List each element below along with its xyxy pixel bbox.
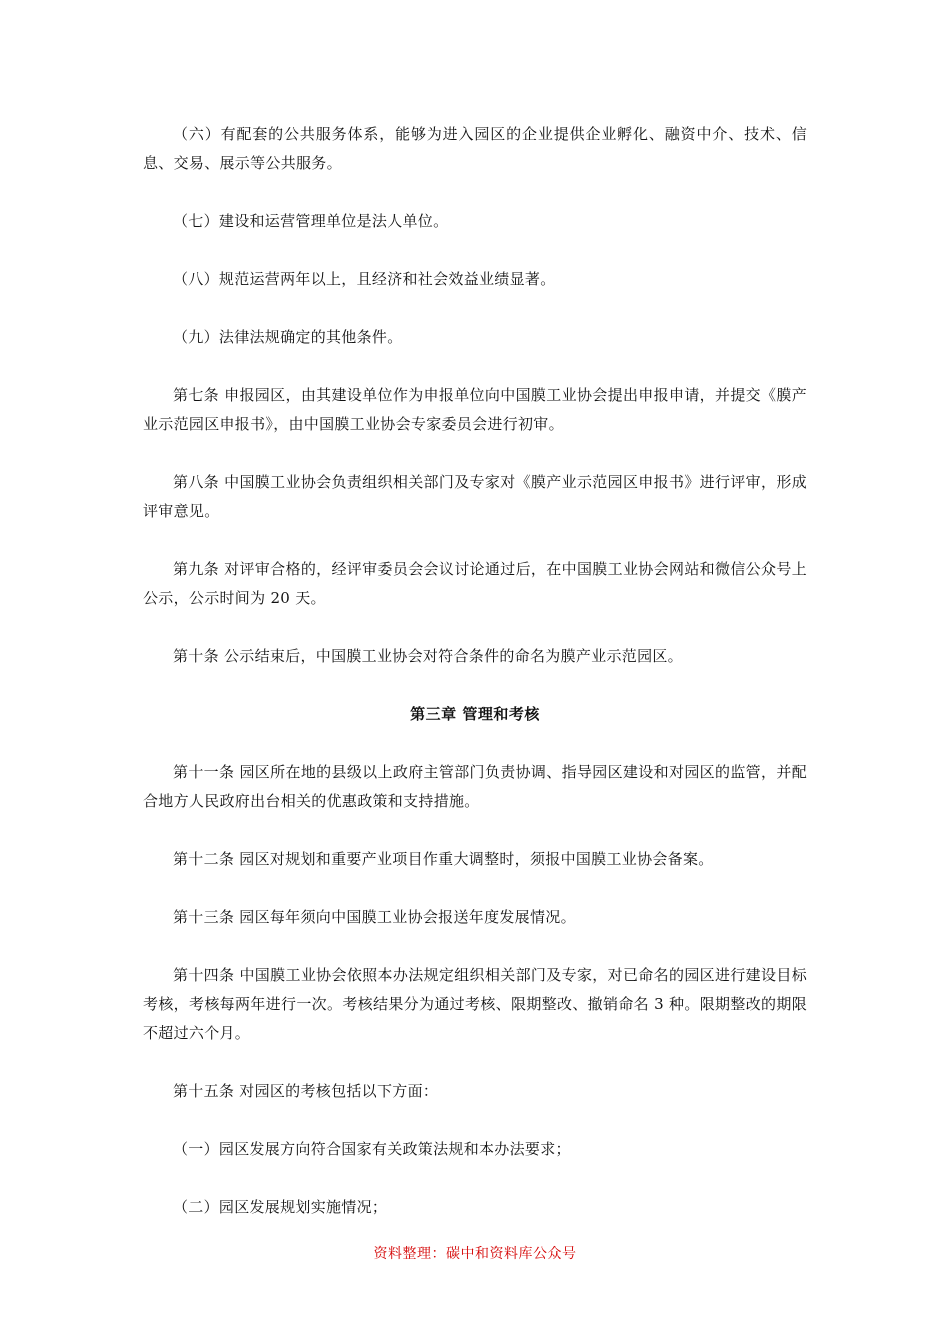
chapter-3-heading: 第三章 管理和考核 <box>410 705 540 723</box>
assessment-item-2: （二）园区发展规划实施情况； <box>173 1198 388 1216</box>
article-8: 第八条 中国膜工业协会负责组织相关部门及专家对《膜产业示范园区申报书》进行评审，形成评审意见。 <box>143 473 807 520</box>
article-12: 第十二条 园区对规划和重要产业项目作重大调整时，须报中国膜工业协会备案。 <box>173 850 714 868</box>
assessment-item-1: （一）园区发展方向符合国家有关政策法规和本办法要求； <box>173 1140 571 1158</box>
paragraph-item-7: （七）建设和运营管理单位是法人单位。 <box>173 212 449 230</box>
paragraph-item-8: （八）规范运营两年以上，且经济和社会效益业绩显著。 <box>173 270 556 288</box>
article-11: 第十一条 园区所在地的县级以上政府主管部门负责协调、指导园区建设和对园区的监管，并配合地方人民政府出台相关的优惠政策和支持措施。 <box>143 763 807 810</box>
paragraph-item-6: （六）有配套的公共服务体系，能够为进入园区的企业提供企业孵化、融资中介、技术、信息、交易、展示等公共服务。 <box>143 125 807 172</box>
article-13: 第十三条 园区每年须向中国膜工业协会报送年度发展情况。 <box>173 908 576 926</box>
article-15: 第十五条 对园区的考核包括以下方面： <box>173 1082 439 1100</box>
article-10: 第十条 公示结束后，中国膜工业协会对符合条件的命名为膜产业示范园区。 <box>173 647 683 665</box>
article-14: 第十四条 中国膜工业协会依照本办法规定组织相关部门及专家，对已命名的园区进行建设目标考核，考核每两年进行一次。考核结果分为通过考核、限期整改、撤销命名 3 种。限期整改的期限不超过六个月。 <box>143 966 807 1042</box>
article-9: 第九条 对评审合格的，经评审委员会会议讨论通过后，在中国膜工业协会网站和微信公众号上公示，公示时间为 20 天。 <box>143 560 807 607</box>
paragraph-item-9: （九）法律法规确定的其他条件。 <box>173 328 403 346</box>
document-body <box>143 120 807 1251</box>
article-7: 第七条 申报园区，由其建设单位作为申报单位向中国膜工业协会提出申报申请，并提交《膜产业示范园区申报书》，由中国膜工业协会专家委员会进行初审。 <box>143 386 807 433</box>
footer-source-note: 资料整理：碳中和资料库公众号 <box>373 1246 577 1262</box>
